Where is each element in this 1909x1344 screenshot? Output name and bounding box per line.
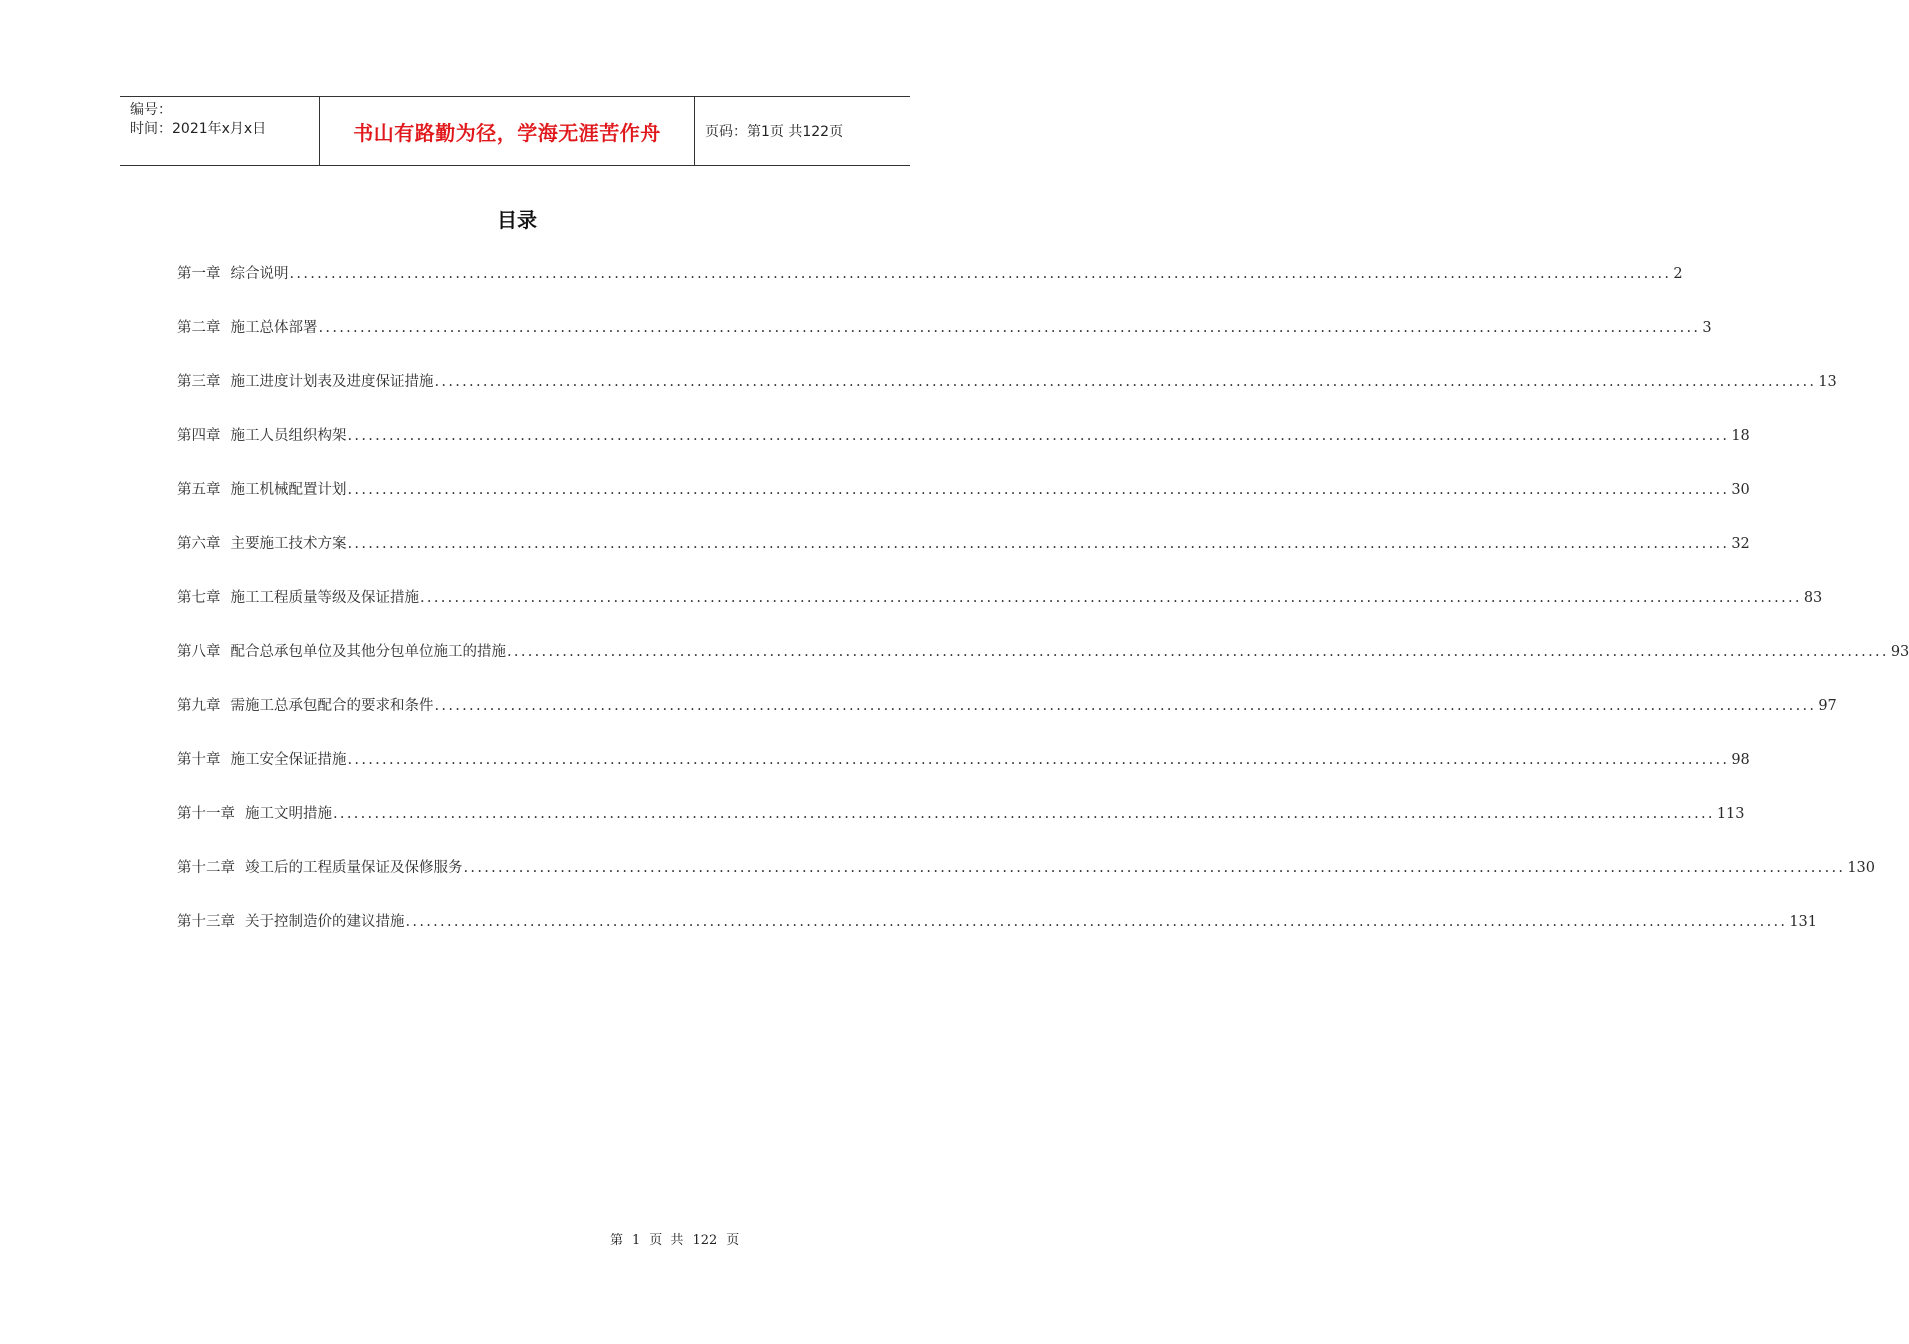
toc-chapter-number: 第二章 — [177, 320, 221, 336]
toc-chapter-number: 第十三章 — [177, 914, 235, 930]
toc-page-number: 97 — [1818, 698, 1837, 714]
toc-entry[interactable] — [177, 370, 1837, 424]
footer-prefix: 第 — [610, 1233, 624, 1248]
toc-entry-label — [177, 856, 463, 877]
toc-chapter-number: 第六章 — [177, 536, 221, 552]
toc-entry-label — [177, 316, 318, 337]
toc-dot-leader: ........................................................................................................................................................................................................ — [434, 374, 1817, 390]
toc-entry-label — [177, 748, 347, 769]
toc-dot-leader: ........................................................................................................................................................................................................ — [463, 860, 1846, 876]
toc-entry[interactable] — [177, 478, 1750, 532]
toc-dot-leader: ........................................................................................................................................................................................................ — [333, 806, 1715, 822]
toc-page-number: 13 — [1818, 374, 1837, 390]
toc-page-number: 131 — [1789, 914, 1818, 930]
table-of-contents — [177, 262, 1909, 964]
toc-page-number: 93 — [1890, 644, 1909, 660]
toc-entry[interactable] — [177, 532, 1750, 586]
toc-dot-leader: ........................................................................................................................................................................................................ — [318, 320, 1701, 336]
toc-entry[interactable] — [177, 694, 1837, 748]
toc-dot-leader: ........................................................................................................................................................................................................ — [420, 590, 1802, 606]
toc-page-number: 3 — [1702, 320, 1712, 336]
header-slogan: 书山有路勤为径，学海无涯苦作舟 — [320, 97, 695, 165]
toc-entry-label — [177, 532, 347, 553]
toc-entry-label — [177, 802, 332, 823]
toc-chapter-number: 第十二章 — [177, 860, 235, 876]
toc-chapter-title: 施工工程质量等级及保证措施 — [230, 590, 419, 606]
toc-chapter-title: 主要施工技术方案 — [230, 536, 347, 552]
toc-chapter-title: 配合总承包单位及其他分包单位施工的措施 — [230, 644, 506, 660]
toc-entry-label — [177, 910, 405, 931]
toc-chapter-number: 第四章 — [177, 428, 221, 444]
toc-entry-label — [177, 694, 434, 715]
toc-chapter-title: 施工机械配置计划 — [230, 482, 347, 498]
toc-chapter-title: 施工进度计划表及进度保证措施 — [230, 374, 434, 390]
toc-page-number: 83 — [1803, 590, 1823, 606]
time-label: 时间：2021年x月x日 — [130, 121, 267, 137]
toc-chapter-title: 综合说明 — [230, 266, 289, 282]
header-page-info: 页码：第1页 共122页 — [705, 124, 844, 140]
toc-entry[interactable] — [177, 424, 1750, 478]
footer-middle: 页 共 — [649, 1233, 684, 1248]
footer-suffix: 页 — [726, 1233, 740, 1248]
toc-chapter-number: 第五章 — [177, 482, 221, 498]
toc-dot-leader: ........................................................................................................................................................................................................ — [507, 644, 1889, 660]
toc-page-number: 30 — [1731, 482, 1750, 498]
toc-dot-leader: ........................................................................................................................................................................................................ — [289, 266, 1672, 282]
toc-entry-label — [177, 370, 434, 391]
toc-chapter-number: 第十章 — [177, 752, 221, 768]
toc-chapter-number: 第三章 — [177, 374, 221, 390]
toc-entry-label — [177, 262, 289, 283]
toc-entry[interactable] — [177, 640, 1909, 694]
toc-page-number: 130 — [1847, 860, 1876, 876]
toc-chapter-number: 第八章 — [177, 644, 221, 660]
toc-entry[interactable] — [177, 316, 1712, 370]
toc-dot-leader: ........................................................................................................................................................................................................ — [434, 698, 1817, 714]
footer-current-page: 1 — [632, 1233, 641, 1248]
toc-title: 目录 — [497, 208, 537, 232]
toc-page-number: 2 — [1673, 266, 1683, 282]
toc-entry-label — [177, 640, 506, 661]
toc-chapter-number: 第七章 — [177, 590, 221, 606]
toc-entry-label — [177, 586, 419, 607]
toc-chapter-number: 第九章 — [177, 698, 221, 714]
toc-entry[interactable] — [177, 262, 1683, 316]
footer-total-pages: 122 — [692, 1233, 718, 1248]
page-footer — [610, 1229, 748, 1248]
toc-chapter-title: 需施工总承包配合的要求和条件 — [230, 698, 434, 714]
toc-entry[interactable] — [177, 802, 1745, 856]
number-label: 编号： — [130, 102, 172, 118]
toc-chapter-number: 第一章 — [177, 266, 221, 282]
toc-dot-leader: ........................................................................................................................................................................................................ — [347, 536, 1730, 552]
toc-chapter-title: 施工人员组织构架 — [230, 428, 347, 444]
toc-chapter-title: 竣工后的工程质量保证及保修服务 — [245, 860, 463, 876]
header-meta — [120, 97, 320, 165]
toc-entry-label — [177, 478, 347, 499]
toc-dot-leader: ........................................................................................................................................................................................................ — [347, 752, 1730, 768]
toc-chapter-number: 第十一章 — [177, 806, 235, 822]
toc-chapter-title: 施工安全保证措施 — [230, 752, 347, 768]
toc-entry[interactable] — [177, 586, 1823, 640]
toc-page-number: 18 — [1731, 428, 1750, 444]
toc-page-number: 98 — [1731, 752, 1750, 768]
toc-page-number: 32 — [1731, 536, 1750, 552]
toc-chapter-title: 施工总体部署 — [230, 320, 318, 336]
toc-dot-leader: ........................................................................................................................................................................................................ — [347, 428, 1730, 444]
toc-page-number: 113 — [1716, 806, 1745, 822]
toc-chapter-title: 关于控制造价的建议措施 — [245, 914, 405, 930]
toc-dot-leader: ........................................................................................................................................................................................................ — [347, 482, 1730, 498]
toc-chapter-title: 施工文明措施 — [245, 806, 332, 822]
toc-dot-leader: ........................................................................................................................................................................................................ — [405, 914, 1788, 930]
toc-entry[interactable] — [177, 748, 1750, 802]
toc-entry-label — [177, 424, 347, 445]
document-header — [120, 96, 910, 166]
toc-entry[interactable] — [177, 910, 1818, 964]
toc-entry[interactable] — [177, 856, 1876, 910]
